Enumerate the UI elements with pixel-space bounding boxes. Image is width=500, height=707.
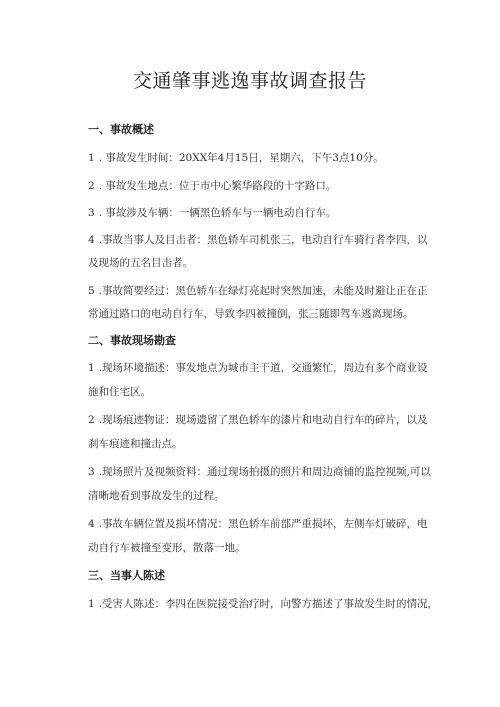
paragraph-continuation: 及现场的五名目击者。 [88,257,193,269]
section-heading-statements: 三、当事人陈述 [88,569,165,582]
paragraph-continuation: 施和住宅区。 [88,386,151,398]
item-number: 1 [88,152,95,164]
paragraph-text: .受害人陈述：李四在医院接受治疗时，向警方描述了事故发生时的情况， [98,598,439,610]
item-number: 4 [88,518,95,530]
item-number: 1 [88,598,95,610]
paragraph-text: .事故车辆位置及损坏情况：黑色轿车前部严重损坏，左侧车灯破碎，电 [98,518,428,530]
paragraph-continuation: 清晰地看到事故发生的过程。 [88,490,225,502]
paragraph [88,517,428,531]
paragraph-text: . 事故发生时间：20XX年4月15日，星期六，下午3点10分。 [98,152,384,164]
paragraph-continuation: 动自行车被撞至变形，散落一地。 [88,542,246,554]
paragraph-text: .现场照片及视频资料：通过现场拍摄的照片和周边商铺的监控视频,可以 [98,466,431,478]
item-number: 1 [88,362,95,374]
item-number: 3 [88,466,95,478]
paragraph-text: .事故简要经过：黑色轿车在绿灯亮起时突然加速，未能及时避让正在正 [98,285,428,297]
paragraph [88,179,336,193]
paragraph-text: . 事故发生地点：位于市中心繁华路段的十字路口。 [98,180,337,192]
paragraph-text: .现场环境描述：事发地点为城市主干道，交通繁忙，周边有多个商业设 [98,362,428,374]
item-number: 2 [88,180,95,192]
paragraph [88,413,428,427]
item-number: 5 [88,285,95,297]
section-heading-scene: 二、事故现场勘查 [88,334,176,347]
paragraph-continuation: 刹车痕迹和撞击点。 [88,438,183,450]
paragraph-text: .事故当事人及目击者：黑色轿车司机张三，电动自行车骑行者李四，以 [98,234,428,246]
paragraph-continuation: 常通过路口的电动自行车，导致李四被撞倒，张三随即驾车逃离现场。 [88,308,414,320]
paragraph [88,361,428,375]
paragraph-text: .现场痕迹物证：现场遗留了黑色轿车的漆片和电动自行车的碎片，以及 [98,414,428,426]
paragraph-text: . 事故涉及车辆：一辆黑色轿车与一辆电动自行车。 [98,207,337,219]
item-number: 3 [88,207,95,219]
item-number: 2 [88,414,95,426]
paragraph [88,465,431,479]
paragraph [88,284,428,298]
report-title: 交通肇事逃逸事故调查报告 [132,70,367,92]
paragraph [88,233,428,247]
paragraph [88,151,384,165]
paragraph [88,206,336,220]
item-number: 4 [88,234,95,246]
paragraph [88,597,438,611]
section-heading-overview: 一、事故概述 [88,123,154,136]
